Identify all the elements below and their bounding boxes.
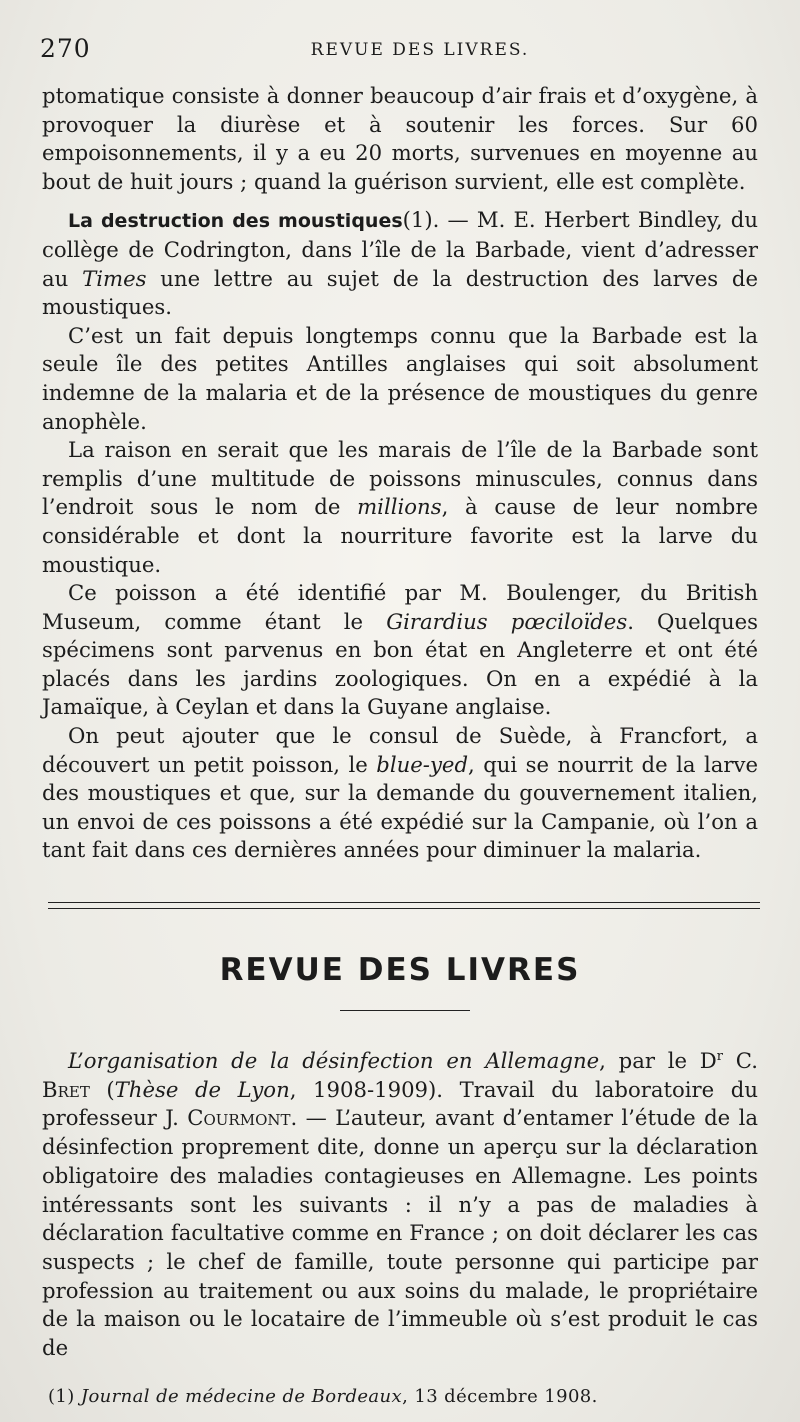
section-divider <box>48 902 760 909</box>
running-head: REVUE DES LIVRES. <box>310 40 530 60</box>
intro-text-a: — M. E. Herbert Bindley, du collège de Codrington, dans l’île de la Barbade, vient d’adresser au <box>42 207 758 291</box>
blue-yed-text-b: , qui se nourrit de la larve des moustiques et que, sur la demande du gouvernement italien, un envoi de ces poissons a été expédié sur la Campanie, où l’on a tant fait dans ces dernières années pour diminuer la malaria. <box>42 751 758 863</box>
book-title: L’organisation de la désinfection en Allemagne <box>68 1048 600 1074</box>
millions-term: millions <box>357 494 442 520</box>
footnote-ref: (1). <box>402 207 440 233</box>
doctor-superscript: r <box>716 1049 724 1064</box>
article-heading: La destruction des moustiques <box>68 210 403 233</box>
section-title: REVUE DES LIVRES <box>219 952 581 988</box>
paragraph-blue-yed <box>42 722 758 865</box>
newspaper-name: Times <box>82 265 147 291</box>
review-text-b: . — L’auteur, avant d’entamer l’étude de la désinfection proprement dite, donne un aperçu sur la déclaration obligatoire des maladies contagieuses en Allemagne. Les points intéressants sont les suivants : il n’y a pas de maladies à déclaration facultative comme en France ; on doit déclarer les cas suspects ; le chef de famille, toute personne qui participe par profession au traitement ou aux soins du malade, le propriétaire de la maison ou le locataire de l’immeuble où s’est produit le cas de <box>42 1105 758 1361</box>
review-author: C. Bret <box>42 1048 758 1102</box>
thesis-title: Thèse de Lyon <box>114 1076 290 1102</box>
paragraph-mosquito-intro <box>42 206 758 321</box>
professor-name: Courmont <box>187 1105 291 1131</box>
paragraph-poison-treatment: ptomatique consiste à donner beaucoup d’air frais et d’oxygène, à provoquer la diurèse et à soutenir les forces. Sur 60 empoisonnements, il y a eu 20 morts, survenues en moyenne au bout de huit jours ; quand la guérison survient, elle est complète. <box>42 83 758 194</box>
species-name: Girardius pœciloïdes <box>386 608 628 634</box>
millions-text-b: , à cause de leur nombre considérable et dont la nourriture favorite est la larve du moustique. <box>42 494 759 577</box>
footnote <box>48 1386 748 1407</box>
footnote-marker: (1) <box>48 1386 81 1407</box>
paragraph-barbados: C’est un fait depuis longtemps connu que la Barbade est la seule île des petites Antilles anglaises qui soit absolument indemne de la malaria et de la présence de moustiques du genre anophèle. <box>42 322 758 434</box>
article-body <box>42 82 758 865</box>
thesis-years: , 1908-1909 <box>289 1076 429 1102</box>
species-text-a: Ce poisson a été identifié par M. Boulenger, du British Museum, comme étant le <box>42 580 758 634</box>
blue-yed-term: blue-yed <box>376 751 469 777</box>
millions-text-a: La raison en serait que les marais de l’île de la Barbade sont remplis d’une multitude de poissons minuscules, connus dans l’endroit sous le nom de <box>42 437 758 520</box>
book-review <box>42 1043 758 1363</box>
page-number: 270 <box>40 34 91 63</box>
title-underline <box>340 1010 470 1011</box>
review-paragraph: L’organisation de la désinfection en Allemagne, par le $D^r$ C. Bret (Thèse de Lyon, 1908-1909). Travail du laboratoire du professeur J. Courmont. — L’auteur, avant d’entamer l’étude de la désinfection proprement dite, donne un aperçu sur la déclaration obligatoire des maladies contagieuses en Allemagne. Les points intéressants sont les suivants : il n’y a pas de maladies à déclaration facultative comme en France ; on doit déclarer les cas suspects ; le chef de famille, toute personne qui participe par profession au traitement ou aux soins du malade, le propriétaire de la maison ou le locataire de l’immeuble où s’est produit le cas de <box>42 1048 758 1361</box>
blue-yed-text-a: On peut ajouter que le consul de Suède, à Francfort, a découvert un petit poisson, le <box>42 723 758 777</box>
paragraph-species <box>42 579 758 722</box>
review-text-a: ). Travail du laboratoire du professeur J. <box>42 1076 758 1131</box>
paragraph-millions-fish <box>42 436 758 579</box>
review-by: , par le D <box>599 1048 717 1074</box>
footnote-journal: Journal de médecine de Bordeaux <box>80 1386 403 1407</box>
species-text-b: . Quelques spécimens sont parvenus en bon état en Angleterre et ont été placés dans les jardins zoologiques. On en a expédié à la Jamaïque, à Ceylan et dans la Guyane anglaise. <box>42 608 759 720</box>
page-header <box>40 34 760 68</box>
intro-text-b: une lettre au sujet de la destruction des larves de moustiques. <box>42 265 759 320</box>
footnote-date: , 13 décembre 1908. <box>402 1386 598 1407</box>
